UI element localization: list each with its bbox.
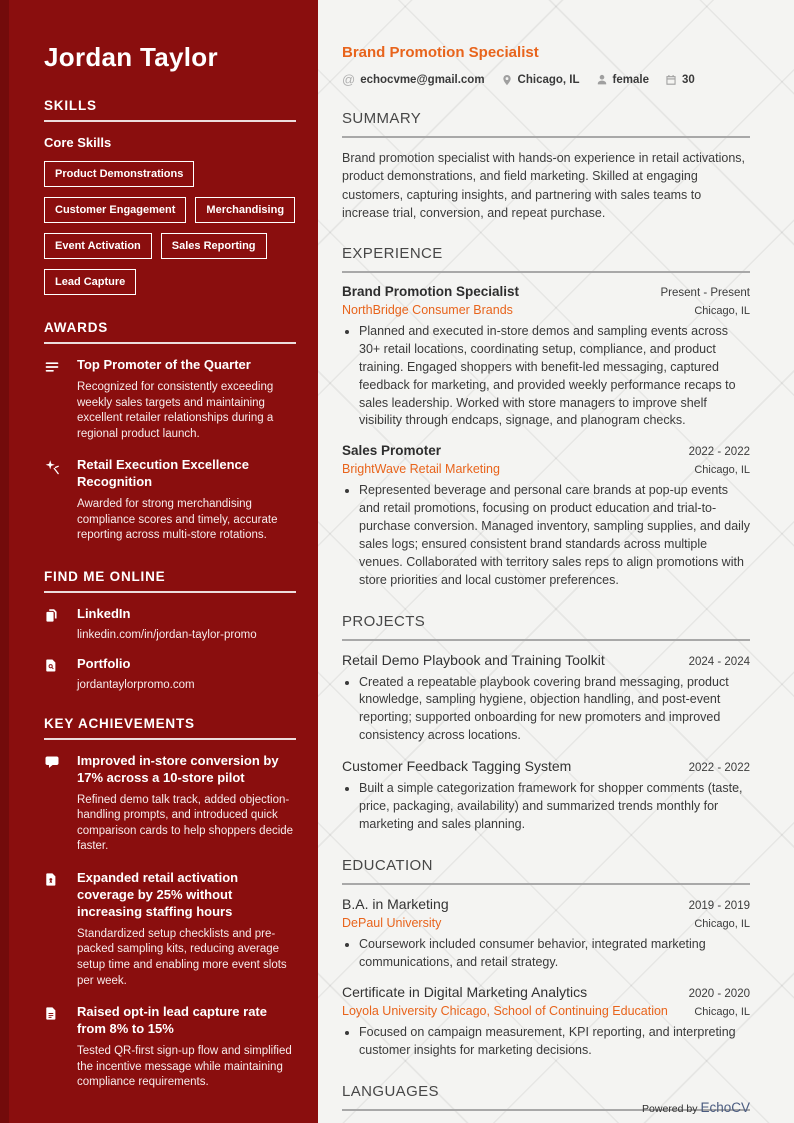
echocv-brand[interactable]: EchoCV xyxy=(700,1100,750,1115)
find-me-online-heading: FIND ME ONLINE xyxy=(44,569,296,593)
summary-text: Brand promotion specialist with hands-on experience in retail activations, product demonstrations, and field marketing. Skilled at engaging customers, capturing insights, and partnering with sales teams to increase trial, conversion, and repeat purchase. xyxy=(342,151,745,220)
find-me-online-section xyxy=(44,569,296,691)
experience-company: BrightWave Retail Marketing xyxy=(342,462,500,477)
awards-heading: AWARDS xyxy=(44,320,296,344)
achievement-item xyxy=(44,753,296,855)
contact-location xyxy=(501,73,580,87)
footer xyxy=(642,1100,750,1115)
contact-age-value: 30 xyxy=(681,73,695,86)
experience-entry xyxy=(342,284,750,430)
projects-section xyxy=(342,613,750,834)
education-bullet: • Coursework included consumer behavior, integrated marketing communications, and retail strategy. xyxy=(359,936,750,972)
sparkle-icon xyxy=(44,459,60,475)
experience-dates: 2022 - 2022 xyxy=(688,446,750,459)
contact-location-value: Chicago, IL xyxy=(517,73,580,86)
skill-tag: Lead Capture xyxy=(44,269,136,295)
experience-location: Chicago, IL xyxy=(694,305,750,317)
education-degree: Certificate in Digital Marketing Analytics xyxy=(342,984,588,1001)
education-heading: EDUCATION xyxy=(342,857,750,885)
education-bullets xyxy=(342,1024,750,1060)
online-profile-url[interactable]: linkedin.com/in/jordan-taylor-promo xyxy=(77,628,257,641)
contact-gender xyxy=(596,74,649,86)
skill-tag: Sales Reporting xyxy=(161,233,267,259)
online-profile-label: LinkedIn xyxy=(77,606,131,622)
person-icon xyxy=(596,74,608,86)
achievement-description: Tested QR-first sign-up flow and simplified the incentive message while maintaining compliance requirements. xyxy=(77,1045,292,1089)
experience-company: NorthBridge Consumer Brands xyxy=(342,303,513,317)
contact-email xyxy=(342,72,485,87)
key-achievements-section xyxy=(44,716,296,1091)
online-profile-item xyxy=(44,606,296,641)
sidebar-edge-stripe xyxy=(0,0,9,1123)
award-item xyxy=(44,357,296,442)
education-bullet: • Focused on campaign measurement, KPI reporting, and interpreting customer insights for marketing decisions. xyxy=(359,1024,750,1060)
pages-icon xyxy=(44,608,60,624)
awards-section xyxy=(44,320,296,544)
projects-heading: PROJECTS xyxy=(342,613,750,641)
experience-title: Sales Promoter xyxy=(342,443,442,459)
summary-heading: SUMMARY xyxy=(342,110,750,138)
project-dates: 2024 - 2024 xyxy=(688,655,750,668)
key-achievements-heading: KEY ACHIEVEMENTS xyxy=(44,716,296,740)
award-description: Recognized for consistently exceeding weekly sales targets and maintaining excellent retailer relationships during a regional product launch. xyxy=(77,380,274,440)
project-entry xyxy=(342,758,750,834)
education-dates: 2019 - 2019 xyxy=(688,899,750,912)
education-entry xyxy=(342,984,750,1060)
education-bullets xyxy=(342,936,750,972)
project-entry xyxy=(342,652,750,746)
file-search-icon xyxy=(44,658,60,674)
achievement-title: Expanded retail activation coverage by 25% without increasing staffing hours xyxy=(77,870,239,919)
powered-by-label: Powered by xyxy=(642,1103,698,1115)
award-description: Awarded for strong merchandising compliance scores and timely, accurate reporting across multi-store rotations. xyxy=(77,498,278,542)
experience-bullet: • Represented beverage and personal care brands at pop-up events and retail promotions, focusing on product education and trial-to-purchase conversion. Managed inventory, sampling supplies, and daily sales logs; ensured consistent brand standards across multiple venues. Collaborated with territory sales reps to align promotions with store priorities and local customer preferences. xyxy=(359,482,750,589)
header-job-title: Brand Promotion Specialist xyxy=(342,44,539,61)
education-location: Chicago, IL xyxy=(694,1006,750,1019)
online-profile-item xyxy=(44,656,296,691)
experience-title: Brand Promotion Specialist xyxy=(342,284,520,299)
experience-bullets xyxy=(342,323,750,430)
contact-email-value[interactable]: echocvme@gmail.com xyxy=(360,73,485,86)
sidebar xyxy=(0,0,318,1123)
skill-tag: Product Demonstrations xyxy=(44,161,194,187)
project-bullets xyxy=(342,674,750,746)
location-pin-icon xyxy=(501,73,513,87)
experience-location: Chicago, IL xyxy=(694,464,750,477)
achievement-title: Improved in-store conversion by 17% across a 10-store pilot xyxy=(77,752,279,785)
comment-icon xyxy=(44,755,60,771)
skills-heading: SKILLS xyxy=(44,98,296,122)
experience-bullets xyxy=(342,482,750,589)
languages-heading: LANGUAGES xyxy=(342,1083,750,1111)
experience-dates: Present - Present xyxy=(660,287,750,299)
achievement-item xyxy=(44,1004,296,1091)
project-bullet: • Created a repeatable playbook covering brand messaging, product knowledge, sampling hygiene, objection handling, and post-event reporting; supported onboarding for new promoters and improved consistency across locations. xyxy=(359,674,750,746)
education-location: Chicago, IL xyxy=(694,917,750,930)
skill-tag: Customer Engagement xyxy=(44,197,186,223)
education-degree: B.A. in Marketing xyxy=(342,895,449,912)
achievement-description: Refined demo talk track, added objection-handling prompts, and introduced quick comparison cards to help shoppers decide faster. xyxy=(77,793,294,853)
file-badge-icon xyxy=(44,872,60,888)
online-profile-label: Portfolio xyxy=(77,655,131,671)
file-lines-icon xyxy=(44,1006,60,1022)
skills-section xyxy=(44,98,296,295)
education-section xyxy=(342,857,750,1061)
project-bullets xyxy=(342,780,750,834)
experience-section xyxy=(342,245,750,590)
award-title: Retail Execution Excellence Recognition xyxy=(77,457,249,490)
online-profile-url[interactable]: jordantaylorpromo.com xyxy=(77,678,195,691)
education-school: DePaul University xyxy=(342,915,442,930)
skills-group-label: Core Skills xyxy=(44,135,112,150)
skill-tag: Event Activation xyxy=(44,233,152,259)
achievement-title: Raised opt-in lead capture rate from 8% to 15% xyxy=(77,1004,267,1037)
achievement-item xyxy=(44,870,296,989)
contact-age xyxy=(665,74,695,86)
project-dates: 2022 - 2022 xyxy=(688,762,750,774)
experience-entry xyxy=(342,443,750,589)
award-title: Top Promoter of the Quarter xyxy=(77,357,251,372)
summary-section xyxy=(342,110,750,222)
award-item xyxy=(44,457,296,544)
experience-heading: EXPERIENCE xyxy=(342,245,750,273)
list-icon xyxy=(44,359,60,375)
project-bullet: • Built a simple categorization framework for shopper comments (taste, price, packaging, availability) and summarized trends monthly for marketing and sales planning. xyxy=(359,780,750,834)
calendar-icon xyxy=(665,74,677,86)
education-entry xyxy=(342,896,750,972)
experience-bullet: • Planned and executed in-store demos and sampling events across 30+ retail locations, coordinating setup, compliance, and product training. Engaged shoppers with benefit-led messaging, captured feedback for marketing, and provided weekly performance recaps to sales leadership. Worked with store managers to improve shelf visibility through endcaps, signage, and planogram checks. xyxy=(359,323,750,430)
project-title: Retail Demo Playbook and Training Toolkit xyxy=(342,651,605,668)
achievement-description: Standardized setup checklists and pre-packed sampling kits, reducing average setup time and enabling more event slots per week. xyxy=(77,927,287,987)
contact-gender-value: female xyxy=(612,73,649,86)
education-dates: 2020 - 2020 xyxy=(688,988,750,1001)
skill-tag: Merchandising xyxy=(195,197,295,223)
person-name: Jordan Taylor xyxy=(44,42,218,72)
education-school: Loyola University Chicago, School of Continuing Education xyxy=(342,1004,668,1019)
main-content xyxy=(318,0,794,1123)
at-icon: @ xyxy=(342,72,356,87)
skills-tag-list xyxy=(44,161,296,295)
project-title: Customer Feedback Tagging System xyxy=(342,758,572,774)
contact-row xyxy=(342,72,750,87)
